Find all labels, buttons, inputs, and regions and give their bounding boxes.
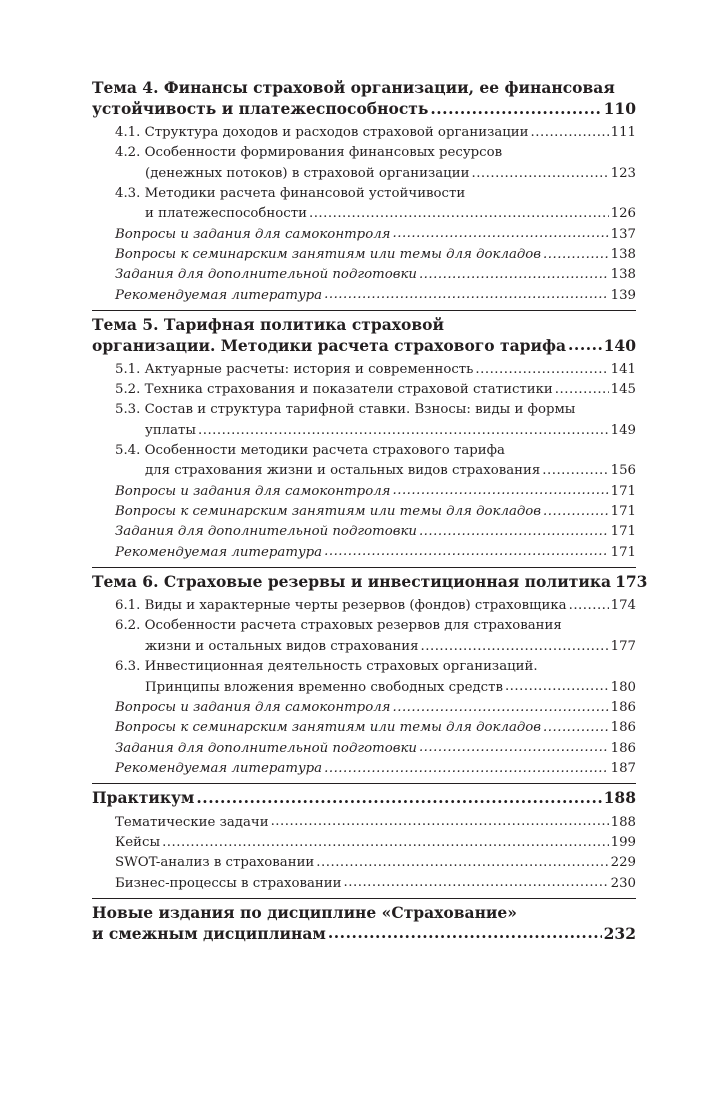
extra-text: Задания для дополнительной подготовки — [115, 740, 417, 756]
toc-extra — [92, 522, 636, 542]
page-number: 111 — [610, 125, 636, 141]
page-number: 145 — [610, 382, 636, 398]
dot-leader — [475, 360, 608, 373]
heading-text: организации. Методики расчета страхового тарифа — [92, 335, 567, 355]
entry-text: 5.2. Техника страхования и показатели страховой статистики — [115, 382, 553, 398]
page-number: 230 — [610, 875, 636, 891]
toc-extra — [92, 245, 636, 265]
dot-leader — [505, 677, 609, 690]
dot-leader — [324, 759, 608, 772]
heading-line — [92, 572, 648, 593]
page-number: 110 — [603, 99, 636, 118]
page-number: 156 — [610, 463, 636, 479]
page-number: 173 — [615, 572, 648, 592]
extra-text: Бизнес-процессы в страховании — [115, 875, 342, 891]
page-number: 140 — [603, 335, 636, 355]
entry-text: 5.4. Особенности методики расчета страхового тарифа — [115, 442, 505, 458]
page-number: 141 — [610, 361, 636, 377]
toc-extra — [92, 833, 636, 853]
dot-leader — [555, 380, 609, 393]
extra-text: Задания для дополнительной подготовки — [115, 524, 417, 540]
entry-text: 6.3. Инвестиционная деятельность страховых организаций. — [115, 659, 538, 675]
page-number: 174 — [610, 598, 636, 614]
toc-extra — [92, 481, 636, 501]
page-number: 139 — [610, 287, 636, 303]
dot-leader — [316, 853, 608, 866]
entry-text: 4.1. Структура доходов и расходов страховой организации — [115, 125, 529, 141]
toc-entry — [92, 360, 636, 380]
page-number: 186 — [610, 699, 636, 715]
page-number: 186 — [610, 720, 636, 736]
page-number: 123 — [610, 165, 636, 181]
dot-leader — [309, 204, 609, 217]
extra-text: Вопросы и задания для самоконтроля — [115, 226, 391, 242]
dot-leader — [543, 718, 609, 731]
heading-line — [92, 923, 636, 944]
toc-section-topic-4 — [92, 78, 636, 310]
dot-leader — [196, 788, 601, 804]
page-number: 229 — [610, 855, 636, 871]
toc-section-practicum — [92, 788, 636, 898]
toc-section-new-editions — [92, 903, 636, 944]
extra-text: Задания для дополнительной подготовки — [115, 267, 417, 283]
toc-extra — [92, 224, 636, 244]
dot-leader — [392, 481, 608, 494]
heading-line — [92, 788, 636, 809]
dot-leader — [568, 335, 602, 351]
dot-leader — [198, 421, 609, 434]
toc-heading — [92, 315, 636, 356]
page-number: 177 — [610, 639, 636, 655]
entry-text: 6.1. Виды и характерные черты резервов (фондов) страховщика — [115, 598, 567, 614]
dot-leader — [531, 123, 609, 136]
heading-line — [92, 78, 636, 99]
toc-extra — [92, 698, 636, 718]
heading-text: Тема 4. Финансы страховой организации, ее финансовая — [92, 78, 615, 97]
entry-text: 4.2. Особенности формирования финансовых ресурсов — [115, 145, 503, 161]
page-number: 180 — [610, 679, 636, 695]
toc-extra — [92, 285, 636, 305]
dot-leader — [419, 522, 609, 535]
page-number: 137 — [610, 226, 636, 242]
toc-extra — [92, 853, 636, 873]
dot-leader — [421, 637, 609, 650]
dot-leader — [162, 833, 609, 846]
extra-text: Тематические задачи — [115, 814, 269, 830]
entry-text: (денежных потоков) в страховой организации — [145, 165, 470, 181]
page-number: 171 — [610, 504, 636, 520]
toc-extra — [92, 759, 636, 779]
entry-text: и платежеспособности — [145, 206, 307, 222]
heading-line — [92, 903, 636, 924]
heading-line — [92, 335, 636, 356]
entry-text: Принципы вложения временно свободных средств — [145, 679, 503, 695]
page-number: 126 — [610, 206, 636, 222]
heading-text: Тема 5. Тарифная политика страховой — [92, 314, 444, 334]
extra-text: Вопросы и задания для самоконтроля — [115, 699, 391, 715]
toc-heading — [92, 572, 648, 593]
page-number: 188 — [610, 814, 636, 830]
heading-text: Тема 6. Страховые резервы и инвестиционная политика — [92, 572, 612, 592]
entry-text: 5.1. Актуарные расчеты: история и современность — [115, 361, 474, 377]
page-number: 188 — [603, 788, 636, 808]
toc-section-topic-5 — [92, 315, 636, 567]
toc-entry — [92, 596, 636, 616]
dot-leader — [543, 502, 609, 515]
dot-leader — [271, 812, 609, 825]
entry-text: уплаты — [145, 422, 196, 438]
entry-text: для страхования жизни и остальных видов страхования — [145, 463, 541, 479]
heading-text: устойчивость и платежеспособность — [92, 99, 429, 118]
page-number: 171 — [610, 524, 636, 540]
extra-text: Кейсы — [115, 834, 161, 850]
toc-extra — [92, 812, 636, 832]
toc-extra — [92, 542, 636, 562]
page-number: 186 — [610, 740, 636, 756]
page-number: 187 — [610, 760, 636, 776]
toc-entry — [92, 143, 636, 184]
toc-entry — [92, 616, 636, 657]
entry-text: 6.2. Особенности расчета страховых резервов для страхования — [115, 618, 562, 634]
page-number: 199 — [610, 834, 636, 850]
toc-heading — [92, 903, 636, 944]
dot-leader — [569, 596, 609, 609]
toc-heading — [92, 788, 636, 809]
dot-leader — [324, 542, 608, 555]
extra-text: Вопросы к семинарским занятиям или темы для докладов — [115, 247, 542, 263]
page-number: 138 — [610, 267, 636, 283]
page-number: 149 — [610, 422, 636, 438]
toc-entry — [92, 380, 636, 400]
extra-text: Рекомендуемая литература — [115, 287, 323, 303]
dot-leader — [392, 224, 608, 237]
toc-extra — [92, 873, 636, 893]
dot-leader — [392, 698, 608, 711]
extra-text: Вопросы и задания для самоконтроля — [115, 483, 391, 499]
page-number: 138 — [610, 247, 636, 263]
dot-leader — [419, 738, 609, 751]
heading-text: Практикум — [92, 788, 195, 808]
heading-line — [92, 99, 636, 120]
dot-leader — [542, 461, 608, 474]
toc-section-topic-6 — [92, 572, 648, 783]
dot-leader — [543, 245, 609, 258]
toc-extra — [92, 502, 636, 522]
heading-line — [92, 315, 636, 336]
dot-leader — [344, 873, 609, 886]
toc-entry — [92, 123, 636, 143]
entry-text: жизни и остальных видов страхования — [145, 639, 419, 655]
toc-entry — [92, 657, 636, 698]
toc-entry — [92, 184, 636, 225]
page-number: 232 — [603, 923, 636, 943]
heading-text: Новые издания по дисциплине «Страхование» — [92, 902, 517, 922]
toc-extra — [92, 265, 636, 285]
toc-entry — [92, 441, 636, 482]
page-number: 171 — [610, 544, 636, 560]
dot-leader — [419, 265, 609, 278]
extra-text: Рекомендуемая литература — [115, 760, 323, 776]
toc-extra — [92, 738, 636, 758]
dot-leader — [430, 99, 601, 115]
dot-leader — [328, 923, 602, 939]
entry-text: 4.3. Методики расчета финансовой устойчивости — [115, 185, 466, 201]
extra-text: Вопросы к семинарским занятиям или темы для докладов — [115, 720, 542, 736]
toc-extra — [92, 718, 636, 738]
toc-entry — [92, 400, 636, 441]
extra-text: Рекомендуемая литература — [115, 544, 323, 560]
toc-heading — [92, 78, 636, 119]
extra-text: SWOT-анализ в страховании — [115, 855, 315, 871]
dot-leader — [471, 164, 608, 177]
page-number: 171 — [610, 483, 636, 499]
dot-leader — [324, 285, 608, 298]
entry-text: 5.3. Состав и структура тарифной ставки. Взносы: виды и формы — [115, 402, 576, 418]
extra-text: Вопросы к семинарским занятиям или темы для докладов — [115, 504, 542, 520]
table-of-contents — [92, 78, 648, 944]
heading-text: и смежным дисциплинам — [92, 923, 326, 943]
